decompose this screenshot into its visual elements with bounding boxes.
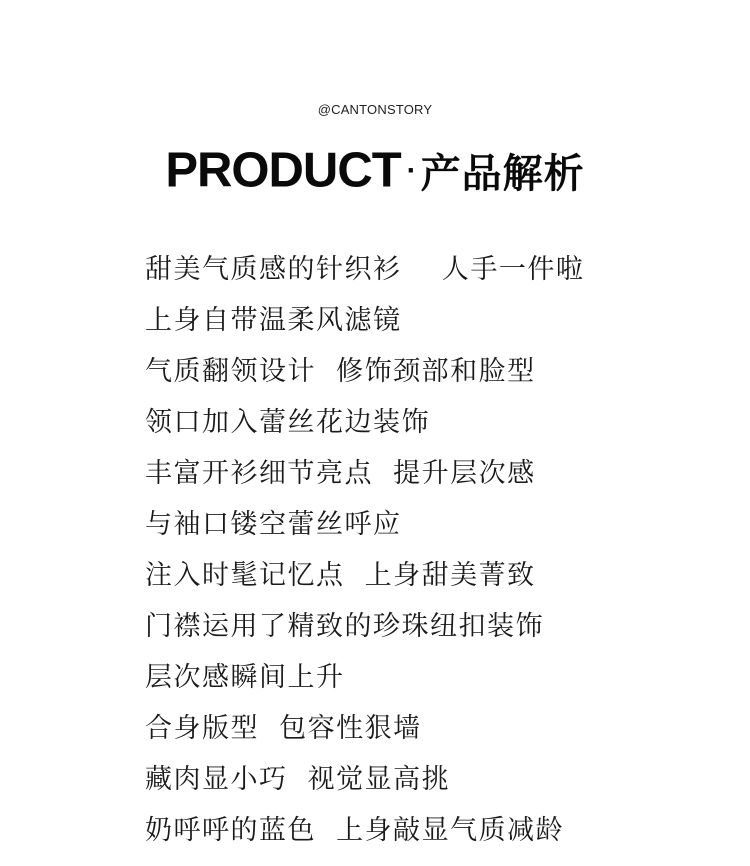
description-line: 丰富开衫细节亮点 提升层次感 — [145, 458, 536, 489]
product-description — [145, 252, 705, 864]
title-chinese: 产品解析 — [420, 151, 585, 197]
title-separator: · — [406, 153, 417, 187]
description-line: 注入时髦记忆点 上身甜美菁致 — [145, 560, 536, 591]
description-line: 门襟运用了精致的珍珠纽扣装饰 — [145, 611, 544, 642]
description-line: 甜美气质感的针织衫 人手一件啦 — [145, 254, 585, 285]
brand-handle: @CANTONSTORY — [317, 102, 433, 117]
description-line: 层次感瞬间上升 — [145, 662, 345, 693]
description-line: 藏肉显小巧 视觉显高挑 — [145, 764, 451, 795]
description-line: 领口加入蕾丝花边装饰 — [145, 407, 430, 438]
description-line: 合身版型 包容性狠墙 — [145, 713, 422, 744]
title-english: PRODUCT — [165, 143, 401, 198]
description-line: 上身自带温柔风滤镜 — [145, 305, 402, 336]
description-line: 气质翻领设计 修饰颈部和脸型 — [145, 356, 536, 387]
description-line: 奶呼呼的蓝色 上身敲显气质减龄 — [145, 815, 565, 846]
page-title — [0, 142, 750, 199]
description-line: 与袖口镂空蕾丝呼应 — [145, 509, 402, 540]
